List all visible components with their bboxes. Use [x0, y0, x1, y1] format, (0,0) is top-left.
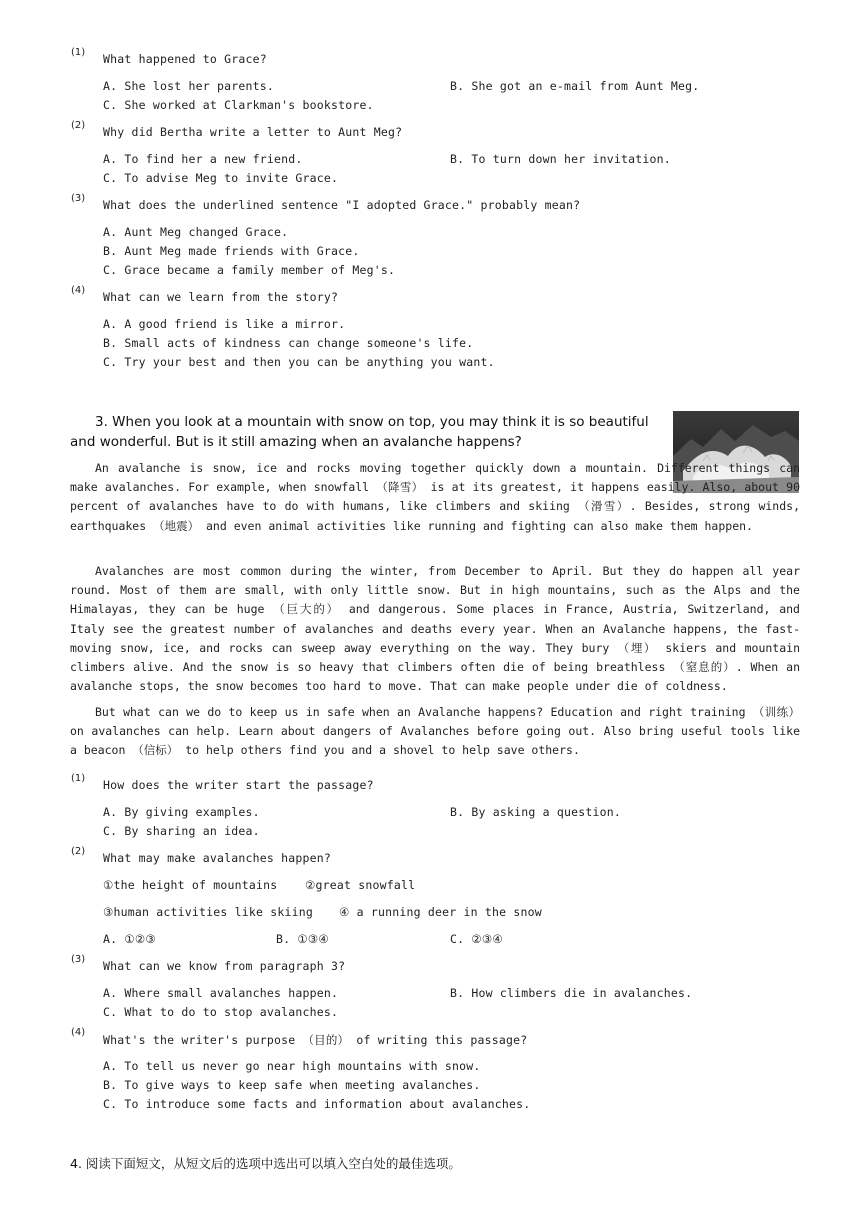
option-b[interactable]: B. By asking a question. — [450, 805, 621, 819]
question-number: (3) — [71, 193, 86, 204]
question-stem: What happened to Grace? — [103, 52, 267, 66]
passage-paragraph-1: An avalanche is snow, ice and rocks moving together quickly down a mountain. Different things can make avalanches. For example, when snowfall （降雪） is at its greatest, it happens easily. Also, about 90 percent of avalanches have to do with humans, like climbers and skiing （滑雪）. Besides, strong winds, earthquakes （地震） and even animal activities like running and fighting can also make them happen. — [70, 461, 800, 533]
option-a[interactable]: A. By giving examples. — [103, 805, 260, 819]
option-a[interactable]: A. To find her a new friend. — [103, 152, 303, 166]
passage-paragraph-3: But what can we do to keep us in safe when an Avalanche happens? Education and right training （训练） on avalanches can help. Learn about dangers of Avalanches before going out. Also bring useful tools like a beacon （信标） to help others find you and a shovel to help save others. — [70, 705, 800, 758]
option-a[interactable]: A. She lost her parents. — [103, 79, 274, 93]
passage-paragraph-2: Avalanches are most common during the winter, from December to April. But they do happen all year round. Most of them are small, with only little snow. But in high mountains, such as the Alps and the Himalayas, they can be huge （巨大的） and dangerous. Some places in France, Austria, Switzerland, and Italy see the greatest number of avalanches and deaths every year. When an Avalanche happens, the fast-moving snow, ice, and rocks can sweep away everything on the way. They bury （埋） skiers and mountain climbers alive. And the snow is so heavy that climbers often die of being breathless （窒息的）. When an avalanche stops, the snow becomes too hard to move. That can make people under die of coldness. — [70, 564, 800, 694]
question-number: (3) — [71, 954, 86, 965]
choice-item-1: ①the height of mountains — [103, 878, 278, 892]
question-stem: What does the underlined sentence "I adopted Grace." probably mean? — [103, 198, 581, 212]
choice-item-2: ②great snowfall — [305, 878, 416, 892]
option-c[interactable]: C. To introduce some facts and information about avalanches. — [103, 1097, 531, 1111]
question-number: (4) — [71, 285, 86, 296]
option-c[interactable]: C. Try your best and then you can be anything you want. — [103, 355, 495, 369]
option-b[interactable]: B. How climbers die in avalanches. — [450, 986, 693, 1000]
option-a[interactable]: A. A good friend is like a mirror. — [103, 317, 346, 331]
option-a[interactable]: A. Where small avalanches happen. — [103, 986, 339, 1000]
question-number: (4) — [71, 1027, 86, 1038]
question-stem: What's the writer's purpose （目的） of writing this passage? — [103, 1033, 528, 1047]
option-a[interactable]: A. Aunt Meg changed Grace. — [103, 225, 289, 239]
option-c[interactable]: C. Grace became a family member of Meg's. — [103, 263, 396, 277]
option-b[interactable]: B. She got an e-mail from Aunt Meg. — [450, 79, 700, 93]
option-b[interactable]: B. To give ways to keep safe when meeting avalanches. — [103, 1078, 481, 1092]
option-c[interactable]: C. To advise Meg to invite Grace. — [103, 171, 339, 185]
question-stem: What can we learn from the story? — [103, 290, 339, 304]
passage-intro: 3. When you look at a mountain with snow on top, you may think it is so beautiful and wonderful. But is it still amazing when an avalanche happens? — [70, 414, 649, 450]
option-c[interactable]: C. She worked at Clarkman's bookstore. — [103, 98, 374, 112]
question-number: (1) — [71, 773, 86, 784]
question-stem: What may make avalanches happen? — [103, 851, 331, 865]
option-a[interactable]: A. To tell us never go near high mountains with snow. — [103, 1059, 481, 1073]
question-number: (1) — [71, 47, 86, 58]
option-b[interactable]: B. Small acts of kindness can change someone's life. — [103, 336, 474, 350]
option-c[interactable]: C. By sharing an idea. — [103, 824, 260, 838]
option-c[interactable]: C. What to do to stop avalanches. — [103, 1005, 339, 1019]
option-b[interactable]: B. To turn down her invitation. — [450, 152, 671, 166]
option-b[interactable]: B. Aunt Meg made friends with Grace. — [103, 244, 360, 258]
question-stem: How does the writer start the passage? — [103, 778, 374, 792]
option-c[interactable]: C. ②③④ — [450, 932, 503, 946]
question-number: (2) — [71, 846, 86, 857]
choice-item-4: ④ a running deer in the snow — [339, 905, 542, 919]
section4-instruction: 4. 阅读下面短文，从短文后的选项中选出可以填入空白处的最佳选项。 — [70, 1156, 461, 1171]
question-stem: Why did Bertha write a letter to Aunt Meg? — [103, 125, 403, 139]
option-a[interactable]: A. ①②③ — [103, 932, 156, 946]
option-b[interactable]: B. ①③④ — [276, 932, 329, 946]
question-stem: What can we know from paragraph 3? — [103, 959, 346, 973]
choice-item-3: ③human activities like skiing — [103, 905, 313, 919]
question-number: (2) — [71, 120, 86, 131]
